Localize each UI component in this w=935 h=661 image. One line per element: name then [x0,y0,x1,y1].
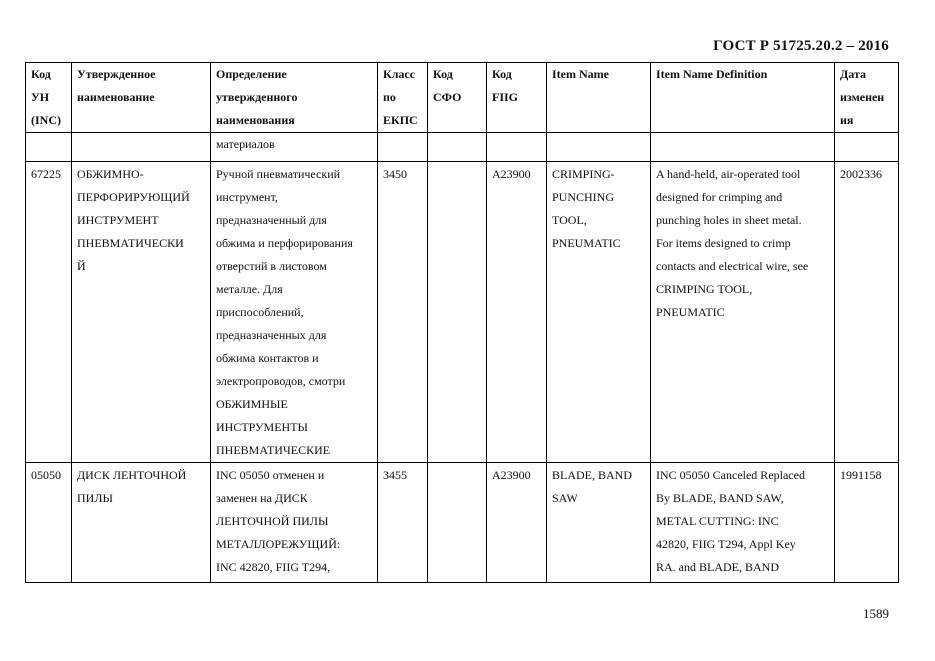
column-header-change-date: Дата изменен ия [835,63,899,133]
column-header-item-name-definition: Item Name Definition [651,63,835,133]
column-header-sfo: Код СФО [428,63,487,133]
cell-definition: Ручной пневматический инструмент, предназначенный для обжима и перфорирования отверстий в листовом металле. Для приспособлений, предназначенных для обжима контактов и электропроводов, смотри ОБЖИМНЫЕ ИНСТРУМЕНТЫ ПНЕВМАТИЧЕСКИЕ [211,162,378,463]
page-number: 1589 [863,606,889,621]
column-header-approved-name: Утвержденное наименование [72,63,211,133]
nomenclature-table [25,62,899,583]
cell-item-name-definition: INC 05050 Canceled Replaced By BLADE, BAND SAW, METAL CUTTING: INC 42820, FIIG T294, Appl Key RA. and BLADE, BAND [651,463,835,583]
table-cell: материалов [211,133,378,162]
table-cell [378,133,428,162]
table-cell [835,133,899,162]
cell-inc: 67225 [26,162,72,463]
document-standard-header: ГОСТ Р 51725.20.2 – 2016 [713,38,889,54]
table-row [26,133,899,162]
table-cell [26,133,72,162]
column-header-class: Класс по ЕКПС [378,63,428,133]
column-header-definition: Определение утвержденного наименования [211,63,378,133]
cell-class: 3455 [378,463,428,583]
table-cell [428,133,487,162]
cell-approved-name: ДИСК ЛЕНТОЧНОЙ ПИЛЫ [72,463,211,583]
table-row [26,463,899,583]
cell-approved-name: ОБЖИМНО- ПЕРФОРИРУЮЩИЙ ИНСТРУМЕНТ ПНЕВМАТИЧЕСКИ Й [72,162,211,463]
column-header-item-name: Item Name [547,63,651,133]
table-cell [72,133,211,162]
cell-fiig: A23900 [487,162,547,463]
cell-change-date: 2002336 [835,162,899,463]
cell-item-name: BLADE, BAND SAW [547,463,651,583]
table-header-row [26,63,899,133]
table-row [26,162,899,463]
cell-sfo [428,162,487,463]
cell-inc: 05050 [26,463,72,583]
cell-fiig: A23900 [487,463,547,583]
cell-item-name-definition: A hand-held, air-operated tool designed for crimping and punching holes in sheet metal. For items designed to crimp contacts and electrical wire, see CRIMPING TOOL, PNEUMATIC [651,162,835,463]
cell-class: 3450 [378,162,428,463]
cell-sfo [428,463,487,583]
table-cell [651,133,835,162]
table-cell [547,133,651,162]
cell-definition: INC 05050 отменен и заменен на ДИСК ЛЕНТОЧНОЙ ПИЛЫ МЕТАЛЛОРЕЖУЩИЙ: INC 42820, FIIG T294, [211,463,378,583]
column-header-fiig: Код FIIG [487,63,547,133]
column-header-inc: Код УН (INC) [26,63,72,133]
cell-item-name: CRIMPING- PUNCHING TOOL, PNEUMATIC [547,162,651,463]
table-cell [487,133,547,162]
cell-change-date: 1991158 [835,463,899,583]
